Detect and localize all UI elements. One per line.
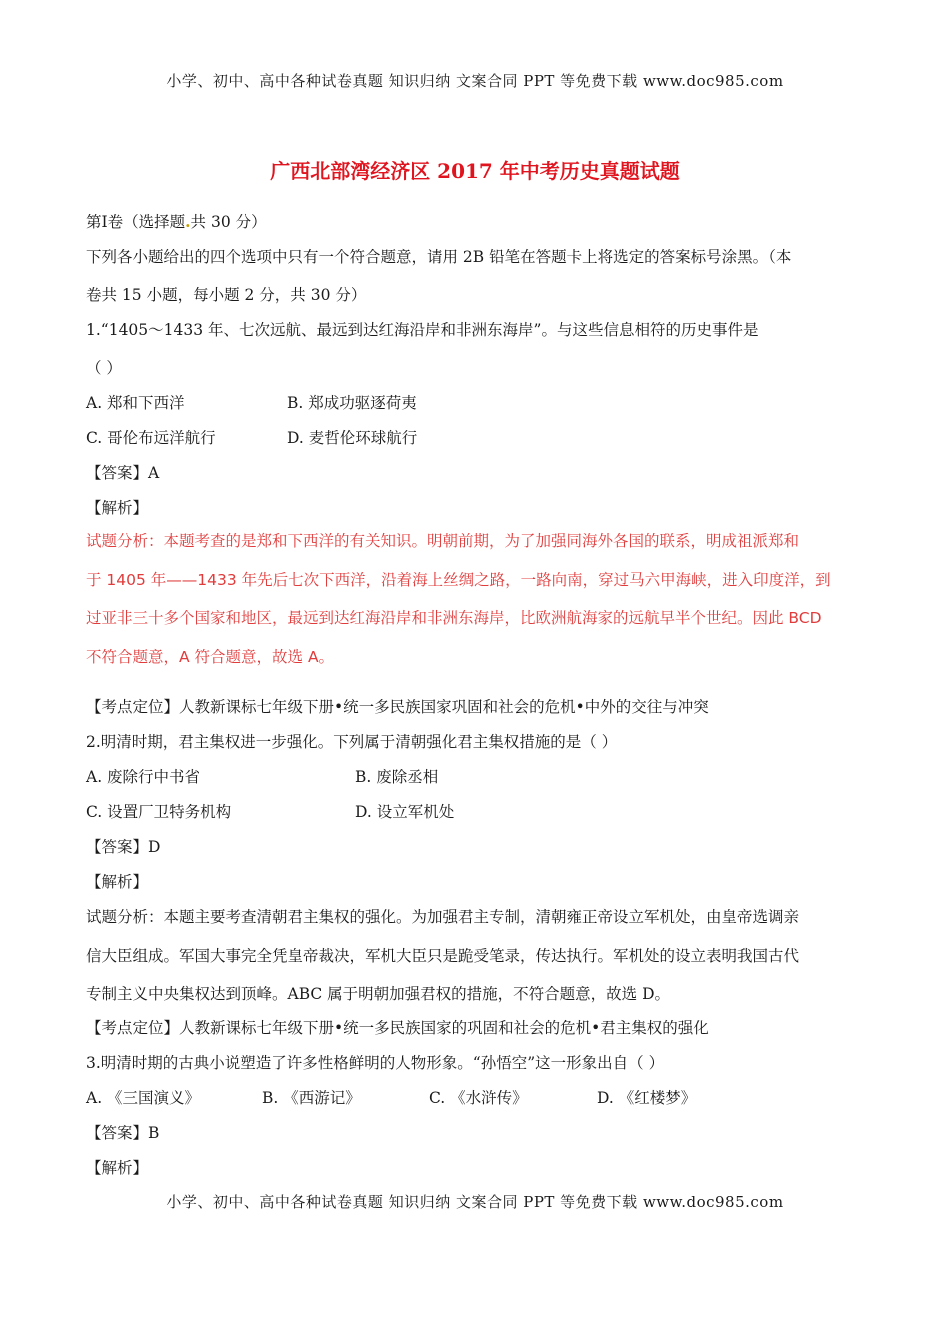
q1-analysis-line-2: 于 1405 年——1433 年先后七次下西洋，沿着海上丝绸之路，一路向南，穿过马六甲海峡，进入印度洋，到 — [86, 571, 831, 589]
q2-option-b: B. 废除丞相 — [355, 768, 439, 786]
section-heading-b: 共 30 分） — [190, 213, 267, 231]
q2-stem: 2.明清时期，君主集权进一步强化。下列属于清朝强化君主集权措施的是（ ） — [86, 733, 618, 751]
q3-analysis-label: 【解析】 — [86, 1159, 149, 1177]
page-footer: 小学、初中、高中各种试卷真题 知识归纳 文案合同 PPT 等免费下载 www.doc985.com — [166, 1193, 784, 1211]
instructions-line-1: 下列各小题给出的四个选项中只有一个符合题意，请用 2B 铅笔在答题卡上将选定的答案标号涂黑。（本 — [86, 248, 792, 266]
q1-option-d: D. 麦哲伦环球航行 — [287, 429, 418, 447]
q2-kaodian: 【考点定位】人教新课标七年级下册•统一多民族国家的巩固和社会的危机•君主集权的强化 — [86, 1019, 709, 1037]
q2-analysis-line-1: 试题分析：本题主要考查清朝君主集权的强化。为加强君主专制，清朝雍正帝设立军机处，由皇帝选调亲 — [86, 908, 800, 926]
q1-option-b: B. 郑成功驱逐荷夷 — [287, 394, 417, 412]
q1-option-c: C. 哥伦布远洋航行 — [86, 429, 216, 447]
q3-option-c: C. 《水浒传》 — [429, 1089, 528, 1107]
q3-option-a: A. 《三国演义》 — [86, 1089, 201, 1107]
q3-option-d: D. 《红楼梦》 — [597, 1089, 697, 1107]
section-heading-dot: . — [185, 212, 191, 231]
q1-analysis-line-3: 过亚非三十多个国家和地区，最远到达红海沿岸和非洲东海岸，比欧洲航海家的远航早半个世纪。因此 BCD — [86, 609, 822, 627]
instructions-line-2: 卷共 15 小题，每小题 2 分，共 30 分） — [86, 286, 367, 304]
q2-analysis-line-2: 信大臣组成。军国大事完全凭皇帝裁决，军机大臣只是跪受笔录，传达执行。军机处的设立表明我国古代 — [86, 947, 800, 965]
q1-stem-line-1: 1.“1405～1433 年、七次远航、最远到达红海沿岸和非洲东海岸”。与这些信息相符的历史事件是 — [86, 321, 759, 339]
page-title: 广西北部湾经济区 2017 年中考历史真题试题 — [270, 159, 680, 183]
q1-option-a: A. 郑和下西洋 — [86, 394, 185, 412]
q1-analysis-line-1: 试题分析：本题考查的是郑和下西洋的有关知识。明朝前期，为了加强同海外各国的联系，明成祖派郑和 — [86, 532, 800, 550]
q2-analysis-line-3: 专制主义中央集权达到顶峰。ABC 属于明朝加强君权的措施，不符合题意，故选 D。 — [86, 985, 671, 1003]
page-header: 小学、初中、高中各种试卷真题 知识归纳 文案合同 PPT 等免费下载 www.doc985.com — [166, 72, 784, 90]
q2-option-d: D. 设立军机处 — [355, 803, 455, 821]
q2-analysis-label: 【解析】 — [86, 873, 149, 891]
q1-analysis-label: 【解析】 — [86, 499, 149, 517]
section-heading — [86, 210, 267, 232]
q1-analysis-line-4: 不符合题意，A 符合题意，故选 A。 — [86, 648, 335, 666]
q1-kaodian: 【考点定位】人教新课标七年级下册•统一多民族国家巩固和社会的危机•中外的交往与冲突 — [86, 698, 709, 716]
section-heading-a: 第Ⅰ卷（选择题 — [86, 213, 186, 231]
q3-stem: 3.明清时期的古典小说塑造了许多性格鲜明的人物形象。“孙悟空”这一形象出自（ ） — [86, 1054, 665, 1072]
q3-answer: 【答案】B — [86, 1124, 160, 1142]
q2-option-c: C. 设置厂卫特务机构 — [86, 803, 232, 821]
q2-option-a: A. 废除行中书省 — [86, 768, 201, 786]
q3-option-b: B. 《西游记》 — [262, 1089, 361, 1107]
q1-stem-line-2: （ ） — [86, 359, 122, 377]
q1-answer: 【答案】A — [86, 464, 160, 482]
q2-answer: 【答案】D — [86, 838, 161, 856]
